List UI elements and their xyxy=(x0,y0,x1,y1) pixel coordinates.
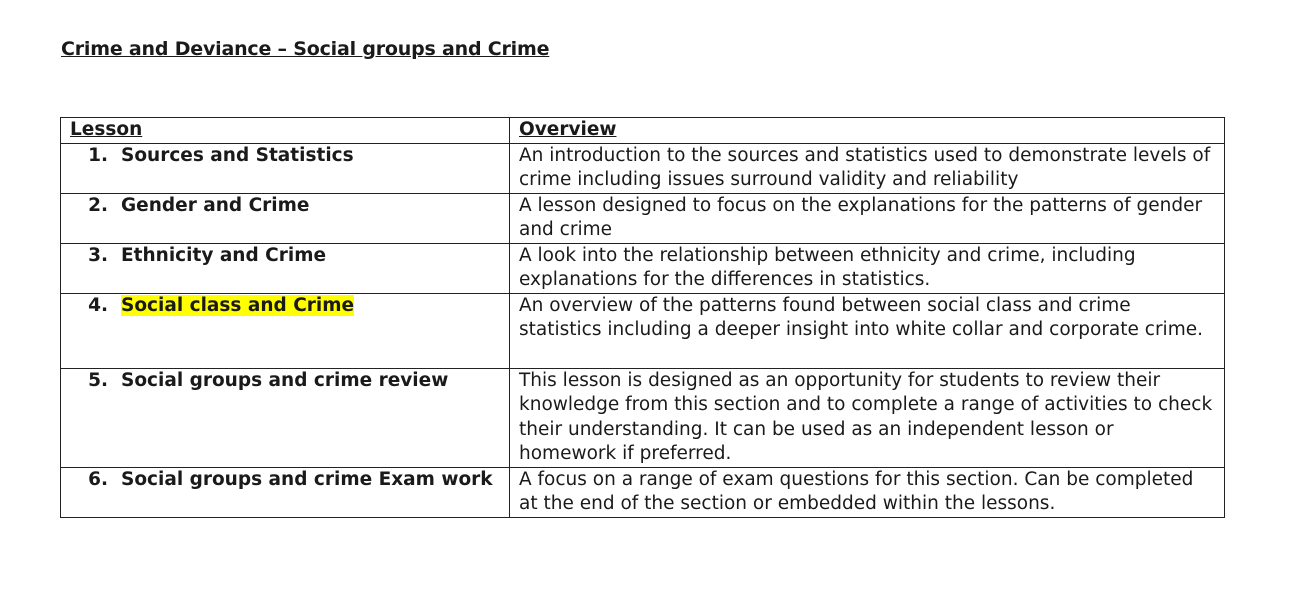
table-header-row xyxy=(61,118,1225,144)
document-title: Crime and Deviance – Social groups and Crime xyxy=(61,38,550,60)
lesson-name-highlighted: Social class and Crime xyxy=(121,294,355,316)
lesson-cell xyxy=(61,368,510,467)
overview-column-header: Overview xyxy=(510,118,1225,144)
table-row xyxy=(61,193,1225,243)
lesson-cell xyxy=(61,193,510,243)
lesson-name: Sources and Statistics xyxy=(121,144,354,166)
overview-cell: This lesson is designed as an opportunity for students to review their knowledge from this section and to complete a range of activities to check their understanding. It can be used as an independent lesson or homework if preferred. xyxy=(510,368,1225,467)
lesson-number: 2. xyxy=(88,194,108,216)
lesson-number: 5. xyxy=(88,369,108,391)
table-row xyxy=(61,143,1225,193)
lesson-cell xyxy=(61,467,510,517)
lesson-number: 6. xyxy=(88,468,108,490)
lesson-name: Ethnicity and Crime xyxy=(121,244,327,266)
lesson-column-header: Lesson xyxy=(61,118,510,144)
overview-cell: An overview of the patterns found between social class and crime statistics including a deeper insight into white collar and corporate crime. xyxy=(510,293,1225,368)
overview-cell: A look into the relationship between ethnicity and crime, including explanations for the differences in statistics. xyxy=(510,243,1225,293)
lesson-name: Social groups and crime review xyxy=(121,369,449,391)
lesson-name: Gender and Crime xyxy=(121,194,310,216)
lesson-number: 1. xyxy=(88,144,108,166)
overview-cell: A lesson designed to focus on the explanations for the patterns of gender and crime xyxy=(510,193,1225,243)
table-row xyxy=(61,467,1225,517)
lessons-table xyxy=(60,117,1225,518)
table-row xyxy=(61,243,1225,293)
overview-cell: A focus on a range of exam questions for this section. Can be completed at the end of the section or embedded within the lessons. xyxy=(510,467,1225,517)
lesson-number: 3. xyxy=(88,244,108,266)
table-row xyxy=(61,368,1225,467)
table-row xyxy=(61,293,1225,368)
overview-cell: An introduction to the sources and statistics used to demonstrate levels of crime including issues surround validity and reliability xyxy=(510,143,1225,193)
lesson-number: 4. xyxy=(88,294,108,316)
lesson-name: Social groups and crime Exam work xyxy=(121,468,493,490)
lesson-cell xyxy=(61,243,510,293)
lesson-cell xyxy=(61,293,510,368)
lesson-cell xyxy=(61,143,510,193)
